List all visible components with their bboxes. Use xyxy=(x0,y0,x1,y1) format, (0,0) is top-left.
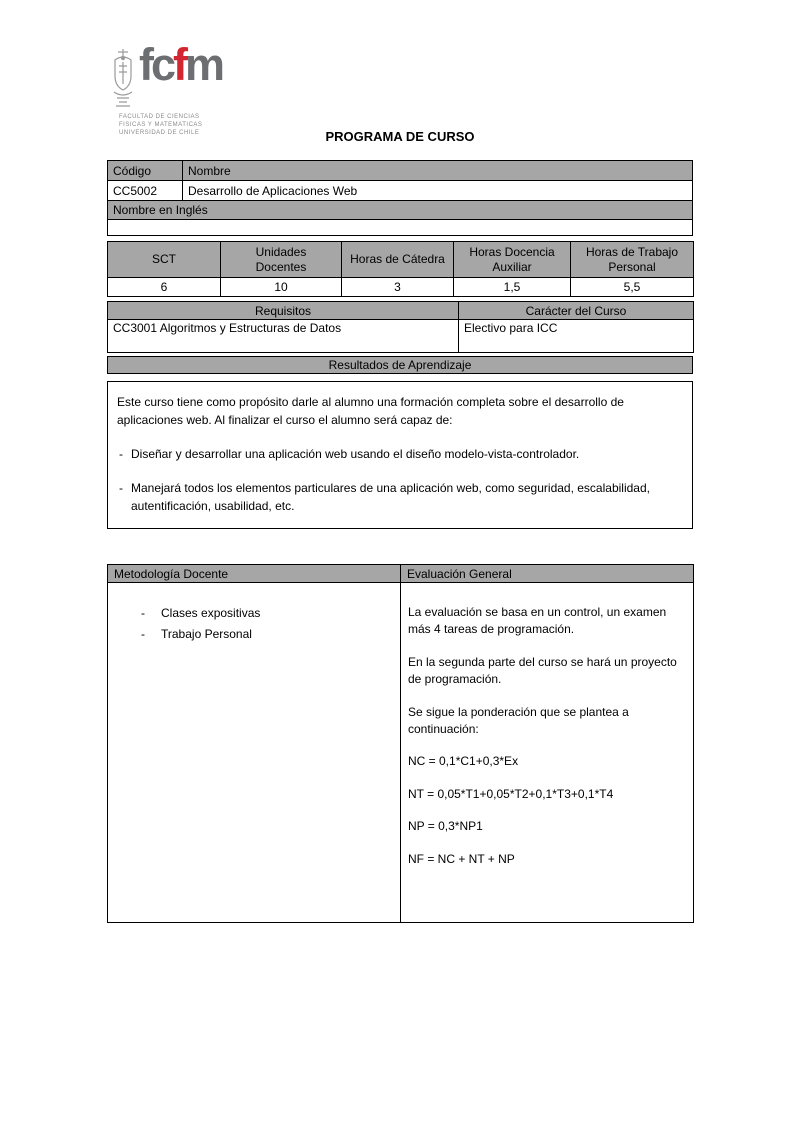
bullet-text: Manejará todos los elementos particulares de una aplicación web, como seguridad, escalabilidad, autentificación, usabilidad, etc. xyxy=(131,481,650,513)
universidad-de-chile-crest-icon xyxy=(110,46,136,108)
resultados-box xyxy=(107,381,693,529)
list-dash xyxy=(139,625,161,643)
metodologia-list xyxy=(113,584,395,643)
evaluacion-formula-nf: NF = NC + NT + NP xyxy=(408,851,515,866)
fcfm-letters-gray2: m xyxy=(185,39,223,90)
caracter-label-cell: Carácter del Curso xyxy=(459,302,694,320)
hours-table xyxy=(107,241,694,297)
hours-header-personal-label: Horas de Trabajo Personal xyxy=(585,244,679,274)
requisitos-value-cell: CC3001 Algoritmos y Estructuras de Datos xyxy=(108,320,459,353)
metodologia-body-cell xyxy=(108,583,401,923)
codigo-label-cell: Código xyxy=(108,161,183,181)
logo-caption-line2: FISICAS Y MATEMATICAS xyxy=(119,122,203,129)
nombre-ingles-value-cell xyxy=(108,220,693,236)
resultados-header-bar: Resultados de Aprendizaje xyxy=(107,356,693,374)
logo-row xyxy=(110,39,250,108)
nombre-value-cell: Desarrollo de Aplicaciones Web xyxy=(183,181,693,201)
evaluacion-paragraph: Se sigue la ponderación que se plantea a continuación: xyxy=(408,704,629,736)
list-dash xyxy=(139,604,161,622)
resultados-bullet-1 xyxy=(117,445,683,463)
logo-caption-line3: UNIVERSIDAD DE CHILE xyxy=(119,130,200,137)
hours-header-auxiliar xyxy=(454,242,571,278)
list-item xyxy=(139,604,391,622)
nombre-label-cell: Nombre xyxy=(183,161,693,181)
list-item-text: Trabajo Personal xyxy=(161,627,252,641)
fcfm-letters-gray1: fc xyxy=(139,39,174,90)
hours-header-catedra xyxy=(342,242,454,278)
metodologia-evaluacion-table xyxy=(107,564,694,923)
spacer xyxy=(107,529,693,564)
bullet-text: Diseñar y desarrollar una aplicación web usando el diseño modelo-vista-controlador. xyxy=(131,447,580,461)
evaluacion-header-cell: Evaluación General xyxy=(401,565,694,583)
hours-header-unidades-label: Unidades Docentes xyxy=(255,244,307,274)
evaluacion-formula-nc: NC = 0,1*C1+0,3*Ex xyxy=(408,754,519,769)
metodologia-header-cell: Metodología Docente xyxy=(108,565,401,583)
hours-header-unidades xyxy=(221,242,342,278)
bullet-dash xyxy=(117,479,131,515)
page-title: PROGRAMA DE CURSO xyxy=(325,129,475,144)
course-id-table xyxy=(107,160,693,236)
fcfm-letter-red: f xyxy=(173,39,186,90)
resultados-bullet-2 xyxy=(117,479,683,515)
resultados-intro: Este curso tiene como propósito darle al alumno una formación completa sobre el desarrollo de aplicaciones web. Al finalizar el curso el alumno será capaz de: xyxy=(117,395,624,427)
fcfm-logo xyxy=(110,39,250,137)
hours-header-sct xyxy=(108,242,221,278)
logo-caption-line1: FACULTAD DE CIENCIAS xyxy=(119,114,200,120)
hours-value-sct: 6 xyxy=(108,278,221,297)
hours-header-auxiliar-label: Horas Docencia Auxiliar xyxy=(469,244,555,274)
hours-header-sct-label: SCT xyxy=(152,252,176,266)
caracter-value-cell: Electivo para ICC xyxy=(459,320,694,353)
codigo-value-cell: CC5002 xyxy=(108,181,183,201)
document-content xyxy=(107,160,693,923)
fcfm-wordmark xyxy=(139,39,223,90)
hours-value-unidades: 10 xyxy=(221,278,342,297)
hours-value-catedra: 3 xyxy=(342,278,454,297)
list-item xyxy=(139,625,391,643)
hours-value-auxiliar: 1,5 xyxy=(454,278,571,297)
requisitos-table xyxy=(107,301,694,353)
bullet-dash xyxy=(117,445,131,463)
hours-value-personal: 5,5 xyxy=(571,278,694,297)
evaluacion-formula-nt: NT = 0,05*T1+0,05*T2+0,1*T3+0,1*T4 xyxy=(408,786,614,801)
evaluacion-paragraph: La evaluación se basa en un control, un examen más 4 tareas de programación. xyxy=(408,605,667,637)
list-item-text: Clases expositivas xyxy=(161,606,261,620)
hours-header-personal xyxy=(571,242,694,278)
evaluacion-formula-np: NP = 0,3*NP1 xyxy=(408,819,483,834)
nombre-ingles-label-cell: Nombre en Inglés xyxy=(108,201,693,220)
requisitos-label-cell: Requisitos xyxy=(108,302,459,320)
spacer xyxy=(107,374,693,381)
evaluacion-body-cell xyxy=(401,583,694,923)
evaluacion-paragraph: En la segunda parte del curso se hará un proyecto de programación. xyxy=(408,654,677,687)
hours-header-catedra-label: Horas de Cátedra xyxy=(350,252,445,266)
evaluacion-text xyxy=(406,584,688,868)
